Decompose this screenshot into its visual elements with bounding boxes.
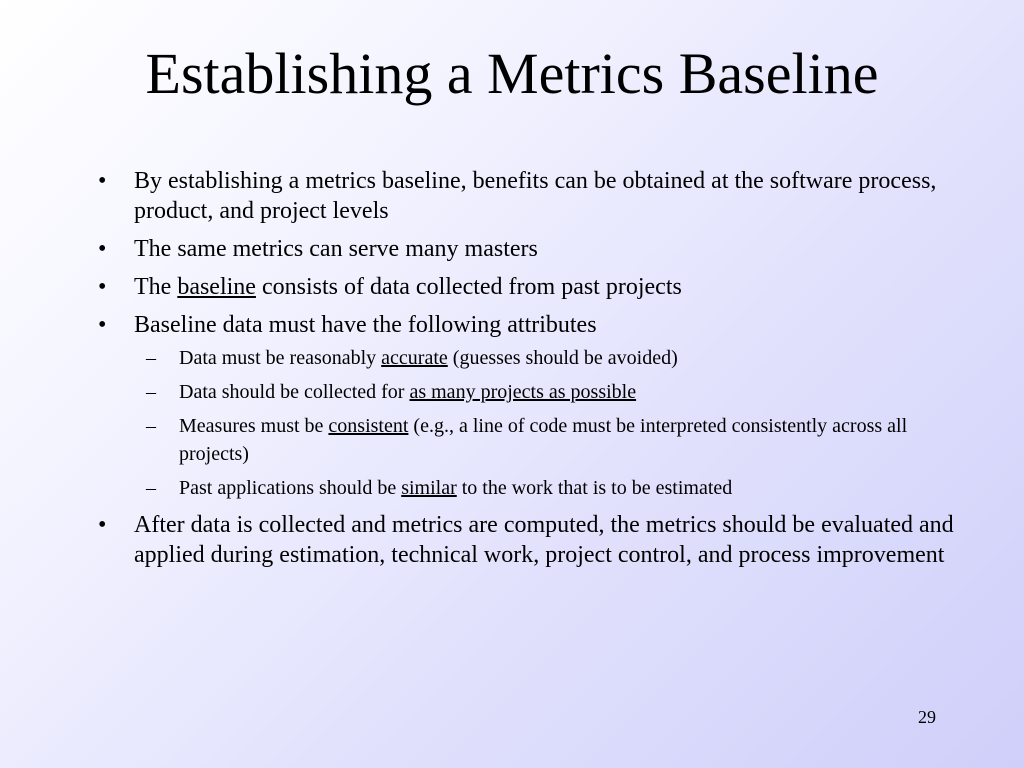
bullet-item [98,166,958,226]
bullet-text: Baseline data must have the following attributes [134,312,597,338]
underlined-term-many-projects: as many projects as possible [409,381,637,403]
bullet-marker: • [98,236,107,262]
bullet-text: The same metrics can serve many masters [134,236,538,262]
sub-bullet-text-pre: Data should be collected for [179,381,410,403]
dash-marker: – [146,477,156,499]
dash-marker: – [146,381,156,403]
page-number: 29 [918,707,936,727]
bullet-marker: • [98,512,107,538]
sub-bullet-text-post: to the work that is to be estimated [456,477,733,499]
sub-bullet-text-post: (guesses should be avoided) [447,347,678,369]
sub-bullet-text-post: (e.g., a line of code must be interpreted consistently across all projects) [179,415,908,465]
dash-marker: – [146,347,156,369]
bullet-text-pre: The [134,274,178,300]
bullet-marker: • [98,168,107,194]
bullet-text: After data is collected and metrics are computed, the metrics should be evaluated and applied during estimation, technical work, project control, and process improvement [134,512,954,568]
bullet-item [98,234,958,264]
bullet-marker: • [98,312,107,338]
bullet-list [98,166,958,578]
underlined-term-consistent: consistent [328,415,409,437]
bullet-text-post: consists of data collected from past projects [255,274,682,300]
underlined-term-baseline: baseline [177,274,256,300]
bullet-item [98,510,958,570]
slide-title: Establishing a Metrics Baseline [145,41,879,106]
sub-bullet-item [134,378,958,406]
sub-bullet-text-pre: Past applications should be [179,477,402,499]
sub-bullet-list [134,344,958,502]
bullet-item [98,310,958,502]
bullet-text: By establishing a metrics baseline, benefits can be obtained at the software process, product, and project levels [134,168,937,224]
underlined-term-similar: similar [401,477,457,499]
dash-marker: – [146,415,156,437]
sub-bullet-text-pre: Data must be reasonably [179,347,382,369]
sub-bullet-item [134,412,958,468]
bullet-marker: • [98,274,107,300]
underlined-term-accurate: accurate [381,347,448,369]
sub-bullet-item [134,344,958,372]
sub-bullet-text-pre: Measures must be [179,415,329,437]
bullet-item [98,272,958,302]
sub-bullet-item [134,474,958,502]
